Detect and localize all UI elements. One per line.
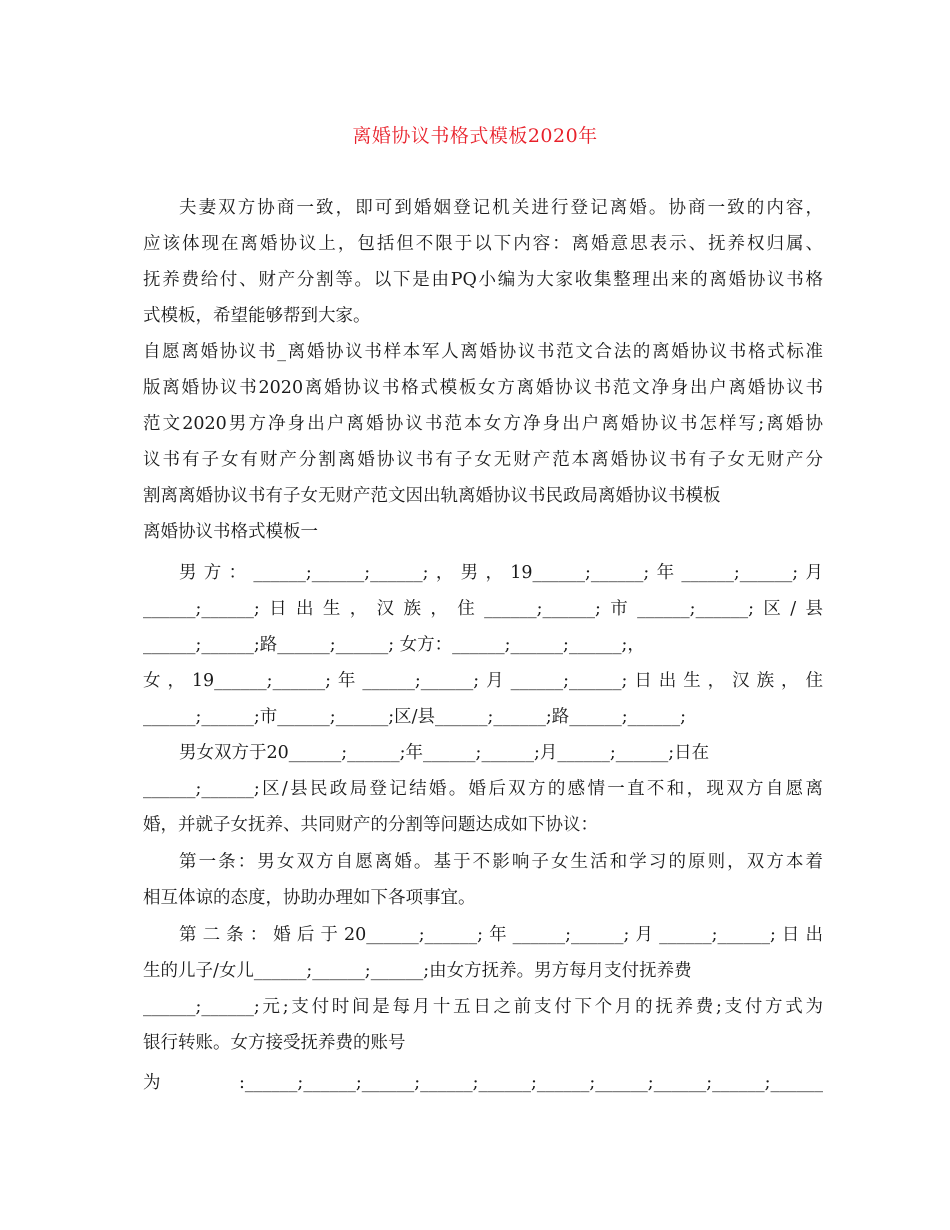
- paragraph-line: ______;______;区/县民政局登记结婚。婚后双方的感情一直不和，现双方自愿离: [143, 779, 823, 799]
- paragraph-line: 第一条：男女双方自愿离婚。基于不影响子女生活和学习的原则，双方本着: [179, 852, 823, 872]
- paragraph-line: 自愿离婚协议书_离婚协议书样本军人离婚协议书范文合法的离婚协议书格式标准: [143, 342, 823, 362]
- paragraph-line: 为:______;______;______;______;______;______;______;______;______;______: [143, 1073, 823, 1093]
- paragraph-line: 夫妻双方协商一致，即可到婚姻登记机关进行登记离婚。协商一致的内容，: [179, 198, 823, 218]
- paragraph-line: 女，19______;______;年______;______;月______;______;日出生，汉族，住: [143, 671, 823, 691]
- paragraph-line: 相互体谅的态度，协助办理如下各项事宜。: [143, 888, 476, 908]
- paragraph-line: 生的儿子/女儿______;______;______;由女方抚养。男方每月支付抚养费: [143, 961, 692, 981]
- document-title: 离婚协议书格式模板2020年: [352, 125, 598, 147]
- paragraph-line: 议书有子女有财产分割离婚协议书有子女无财产范本离婚协议书有子女无财产分: [143, 450, 823, 470]
- section-heading: 离婚协议书格式模板一: [143, 522, 318, 542]
- paragraph-line: ______;______;元;支付时间是每月十五日之前支付下个月的抚养费;支付方式为: [143, 997, 823, 1017]
- paragraph-line: ______;______;市______;______;区/县______;______;路______;______;: [143, 707, 687, 727]
- paragraph-line: 范文2020男方净身出户离婚协议书范本女方净身出户离婚协议书怎样写;离婚协: [143, 414, 823, 434]
- paragraph-line: 银行转账。女方接受抚养费的账号: [143, 1033, 406, 1053]
- paragraph-line: 式模板，希望能够帮到大家。: [143, 306, 371, 326]
- paragraph-line: 抚养费给付、财产分割等。以下是由PQ小编为大家收集整理出来的离婚协议书格: [143, 270, 823, 290]
- paragraph-line: 男方：______;______;______;，男，19______;______;年______;______;月: [179, 563, 823, 583]
- paragraph-line: 第二条：婚后于20______;______;年______;______;月______;______;日出: [179, 925, 823, 945]
- paragraph-line: 婚，并就子女抚养、共同财产的分割等问题达成如下协议：: [143, 815, 598, 835]
- paragraph-line: 版离婚协议书2020离婚协议书格式模板女方离婚协议书范文净身出户离婚协议书: [143, 378, 823, 398]
- paragraph-line: ______;______;日出生，汉族，住______;______;市______;______;区/县: [143, 599, 823, 619]
- paragraph-line: 男女双方于20______;______;年______;______;月______;______;日在: [179, 743, 710, 763]
- paragraph-line: 应该体现在离婚协议上，包括但不限于以下内容：离婚意思表示、抚养权归属、: [143, 234, 823, 254]
- paragraph-line: ______;______;路______;______; 女方：______;______;______;，: [143, 635, 645, 655]
- paragraph-line: 割离离婚协议书有子女无财产范文因出轨离婚协议书民政局离婚协议书模板: [143, 486, 721, 506]
